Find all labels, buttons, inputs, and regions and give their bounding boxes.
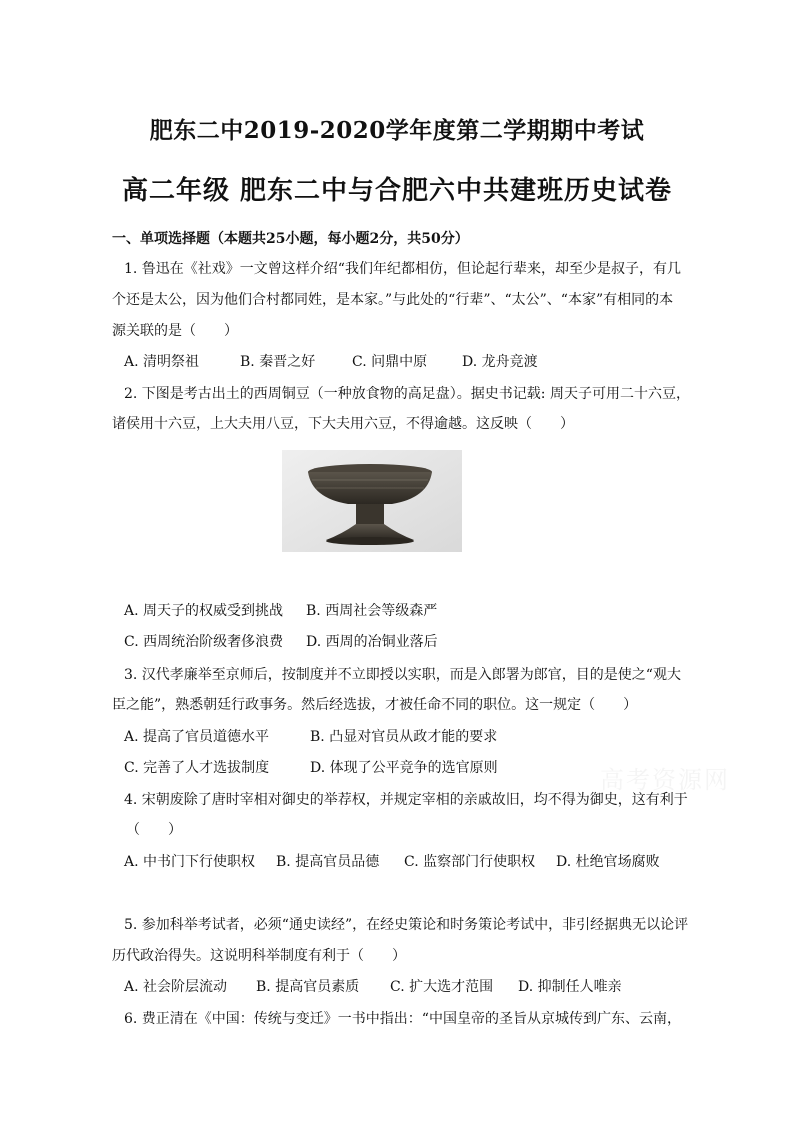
option-d: D. 杜绝官场腐败 — [556, 854, 660, 870]
question-text-line: 5. 参加科举考试者，必须“通史读经”，在经史策论和时务策论考试中，非引经据典无以论评 — [124, 917, 689, 933]
option-d: D. 体现了公平竞争的选官原则 — [310, 760, 498, 776]
exam-title: 肥东二中2019-2020学年度第二学期期中考试 — [149, 117, 645, 144]
question-text-line: 历代政治得失。这说明科举制度有利于（ ） — [112, 948, 406, 964]
option-b: B. 西周社会等级森严 — [306, 603, 438, 619]
option-c: C. 问鼎中原 — [352, 354, 428, 370]
question-text-line: 源关联的是（ ） — [112, 323, 238, 339]
watermark: 高考资源网 — [600, 766, 730, 794]
question-text-line: 6. 费正清在《中国：传统与变迁》一书中指出：“中国皇帝的圣旨从京城传到广东、云南， — [124, 1011, 681, 1027]
option-d: D. 龙舟竞渡 — [462, 354, 538, 370]
bronze-dou-vessel-icon — [282, 450, 462, 552]
option-c: C. 监察部门行使职权 — [404, 854, 536, 870]
section-heading: 一、单项选择题（本题共25小题，每小题2分，共50分） — [112, 231, 469, 247]
question-text-line: 4. 宋朝废除了唐时宰相对御史的举荐权，并规定宰相的亲戚故旧，均不得为御史，这有利于 — [124, 792, 688, 808]
option-a: A. 社会阶层流动 — [124, 979, 228, 995]
option-b: B. 提高官员品德 — [276, 854, 380, 870]
question-text-line: 1. 鲁迅在《社戏》一文曾这样介绍“我们年纪都相仿，但论起行辈来，却至少是叔子，有几 — [124, 261, 681, 277]
question-text-line: 臣之能”，熟悉朝廷行政事务。然后经选拔，才被任命不同的职位。这一规定（ ） — [112, 697, 638, 713]
option-c: C. 扩大选才范围 — [390, 979, 494, 995]
bronze-dou-vessel-photo — [282, 450, 462, 552]
exam-subtitle: 高二年级 肥东二中与合肥六中共建班历史试卷 — [121, 176, 673, 206]
question-text-line: 个还是太公，因为他们合村都同姓，是本家。”与此处的“行辈”、“太公”、“本家”有相同的本 — [112, 292, 674, 308]
question-text-line: 3. 汉代孝廉举至京师后，按制度并不立即授以实职，而是入郎署为郎官，目的是使之“观大 — [124, 667, 681, 683]
option-b: B. 提高官员素质 — [256, 979, 360, 995]
option-b: B. 秦晋之好 — [240, 354, 316, 370]
option-a: A. 中书门下行使职权 — [124, 854, 256, 870]
option-a: A. 清明祭祖 — [124, 354, 200, 370]
option-c: C. 西周统治阶级奢侈浪费 — [124, 634, 284, 650]
option-c: C. 完善了人才选拔制度 — [124, 760, 270, 776]
question-text-line: 诸侯用十六豆，上大夫用八豆，下大夫用六豆，不得逾越。这反映（ ） — [112, 416, 574, 432]
option-a: A. 提高了官员道德水平 — [124, 729, 270, 745]
option-a: A. 周天子的权威受到挑战 — [124, 603, 284, 619]
option-b: B. 凸显对官员从政才能的要求 — [310, 729, 498, 745]
option-d: D. 抑制任人唯亲 — [518, 979, 622, 995]
question-text-line: 2. 下图是考古出土的西周铜豆（一种放食物的高足盘）。据史书记载: 周天子可用二十六豆， — [124, 386, 690, 402]
option-d: D. 西周的冶铜业落后 — [306, 634, 438, 650]
question-text-line: （ ） — [126, 822, 182, 838]
